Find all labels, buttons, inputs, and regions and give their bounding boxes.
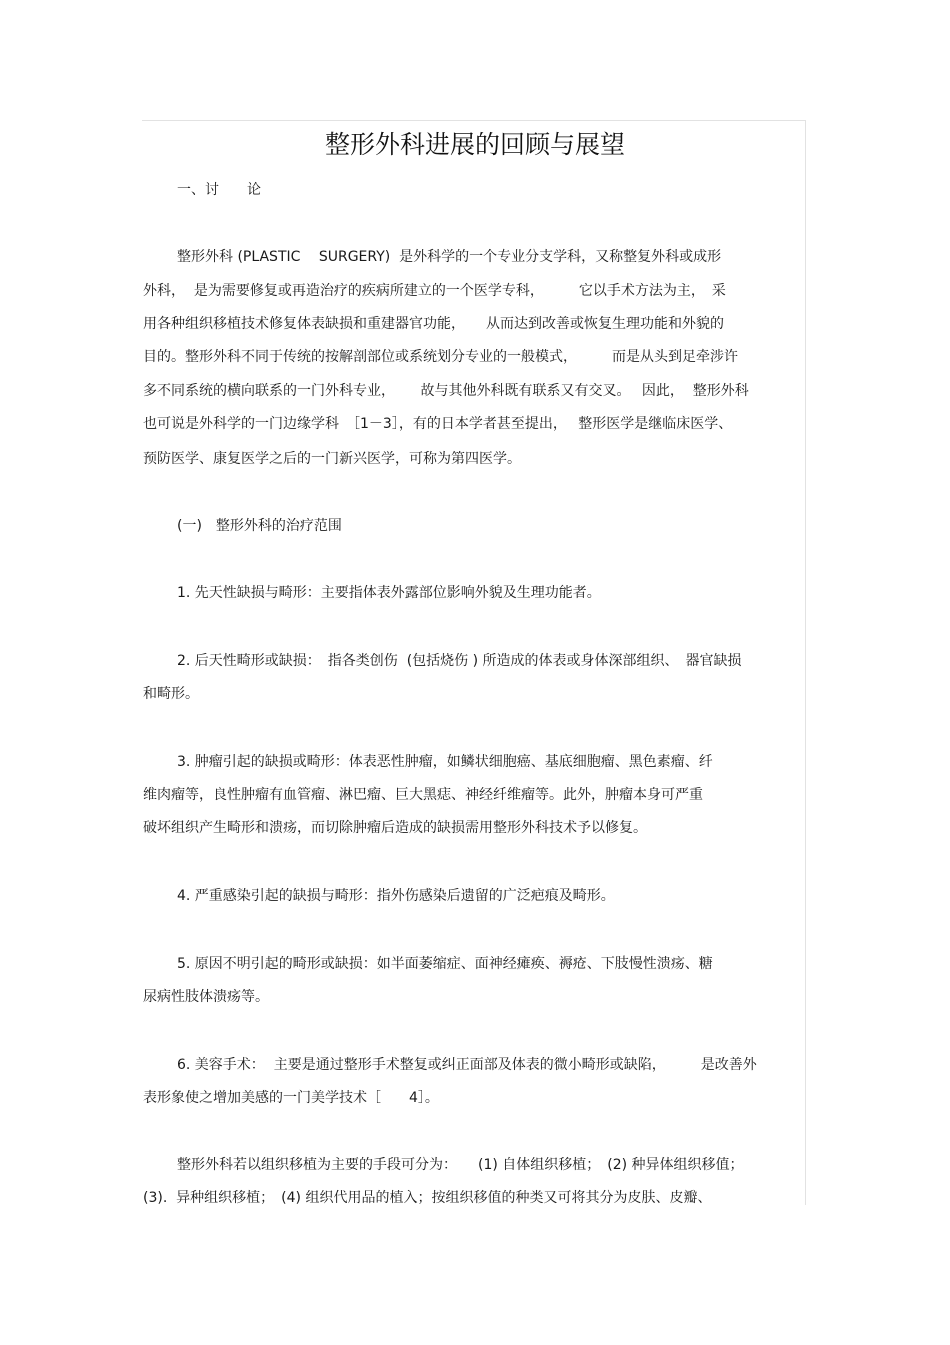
list-item-3-line-3: 破坏组织产生畸形和溃疡，而切除肿瘤后造成的缺损需用整形外科技术予以修复。 — [143, 820, 647, 836]
list-item-5-line-1: 5. 原因不明引起的畸形或缺损：如半面萎缩症、面神经瘫痪、褥疮、下肢慢性溃疡、糖 — [177, 956, 713, 972]
list-item-6-line-2: 表形象使之增加美感的一门美学技术［ 4］。 — [143, 1090, 439, 1106]
paragraph-1-line-3: 用各种组织移植技术修复体表缺损和重建器官功能， 从而达到改善或恢复生理功能和外貌的 — [143, 316, 724, 332]
list-item-2-line-1: 2. 后天性畸形或缺损： 指各类创伤 (包括烧伤 ) 所造成的体表或身体深部组织、 器官缺损 — [177, 653, 742, 669]
list-item-3-line-1: 3. 肿瘤引起的缺损或畸形：体表恶性肿瘤，如鳞状细胞癌、基底细胞瘤、黑色素瘤、纤 — [177, 754, 713, 770]
paragraph-2-line-1: 整形外科若以组织移植为主要的手段可分为： (1) 自体组织移植； (2) 种异体组织移值； — [177, 1157, 744, 1173]
subsection-heading: (一) 整形外科的治疗范围 — [177, 518, 342, 534]
paragraph-1-line-2: 外科， 是为需要修复或再造治疗的疾病所建立的一个医学专科， 它以手术方法为主， 采 — [143, 283, 726, 299]
list-item-4: 4. 严重感染引起的缺损与畸形：指外伤感染后遗留的广泛疤痕及畸形。 — [177, 888, 615, 904]
list-item-6-line-1: 6. 美容手术： 主要是通过整形手术整复或纠正面部及体表的微小畸形或缺陷， 是改善外 — [177, 1057, 757, 1073]
paragraph-1-line-6: 也可说是外科学的一门边缘学科 ［1－3］，有的日本学者甚至提出， 整形医学是继临床医学、 — [143, 416, 733, 432]
page-title: 整形外科进展的回顾与展望 — [324, 130, 625, 159]
section-heading: 一、讨 论 — [177, 182, 261, 198]
list-item-3-line-2: 维肉瘤等，良性肿瘤有血管瘤、淋巴瘤、巨大黑痣、神经纤维瘤等。此外，肿瘤本身可严重 — [143, 787, 703, 803]
paragraph-1-line-5: 多不同系统的横向联系的一门外科专业， 故与其他外科既有联系又有交叉。 因此， 整形外科 — [143, 383, 749, 399]
list-item-2-line-2: 和畸形。 — [143, 686, 199, 702]
list-item-1: 1. 先天性缺损与畸形：主要指体表外露部位影响外貌及生理功能者。 — [177, 585, 601, 601]
paragraph-1-line-7: 预防医学、康复医学之后的一门新兴医学，可称为第四医学。 — [143, 451, 521, 467]
paragraph-2-line-2: (3). 异种组织移植； (4) 组织代用品的植入；按组织移值的种类又可将其分为皮肤、皮瓣、 — [143, 1190, 712, 1206]
list-item-5-line-2: 尿病性肢体溃疡等。 — [143, 989, 269, 1005]
paragraph-1-line-1: 整形外科 (PLASTIC SURGERY) 是外科学的一个专业分支学科，又称整复外科或成形 — [177, 249, 722, 265]
paragraph-1-line-4: 目的。整形外科不同于传统的按解剖部位或系统划分专业的一般模式， 而是从头到足牵涉许 — [143, 349, 738, 365]
